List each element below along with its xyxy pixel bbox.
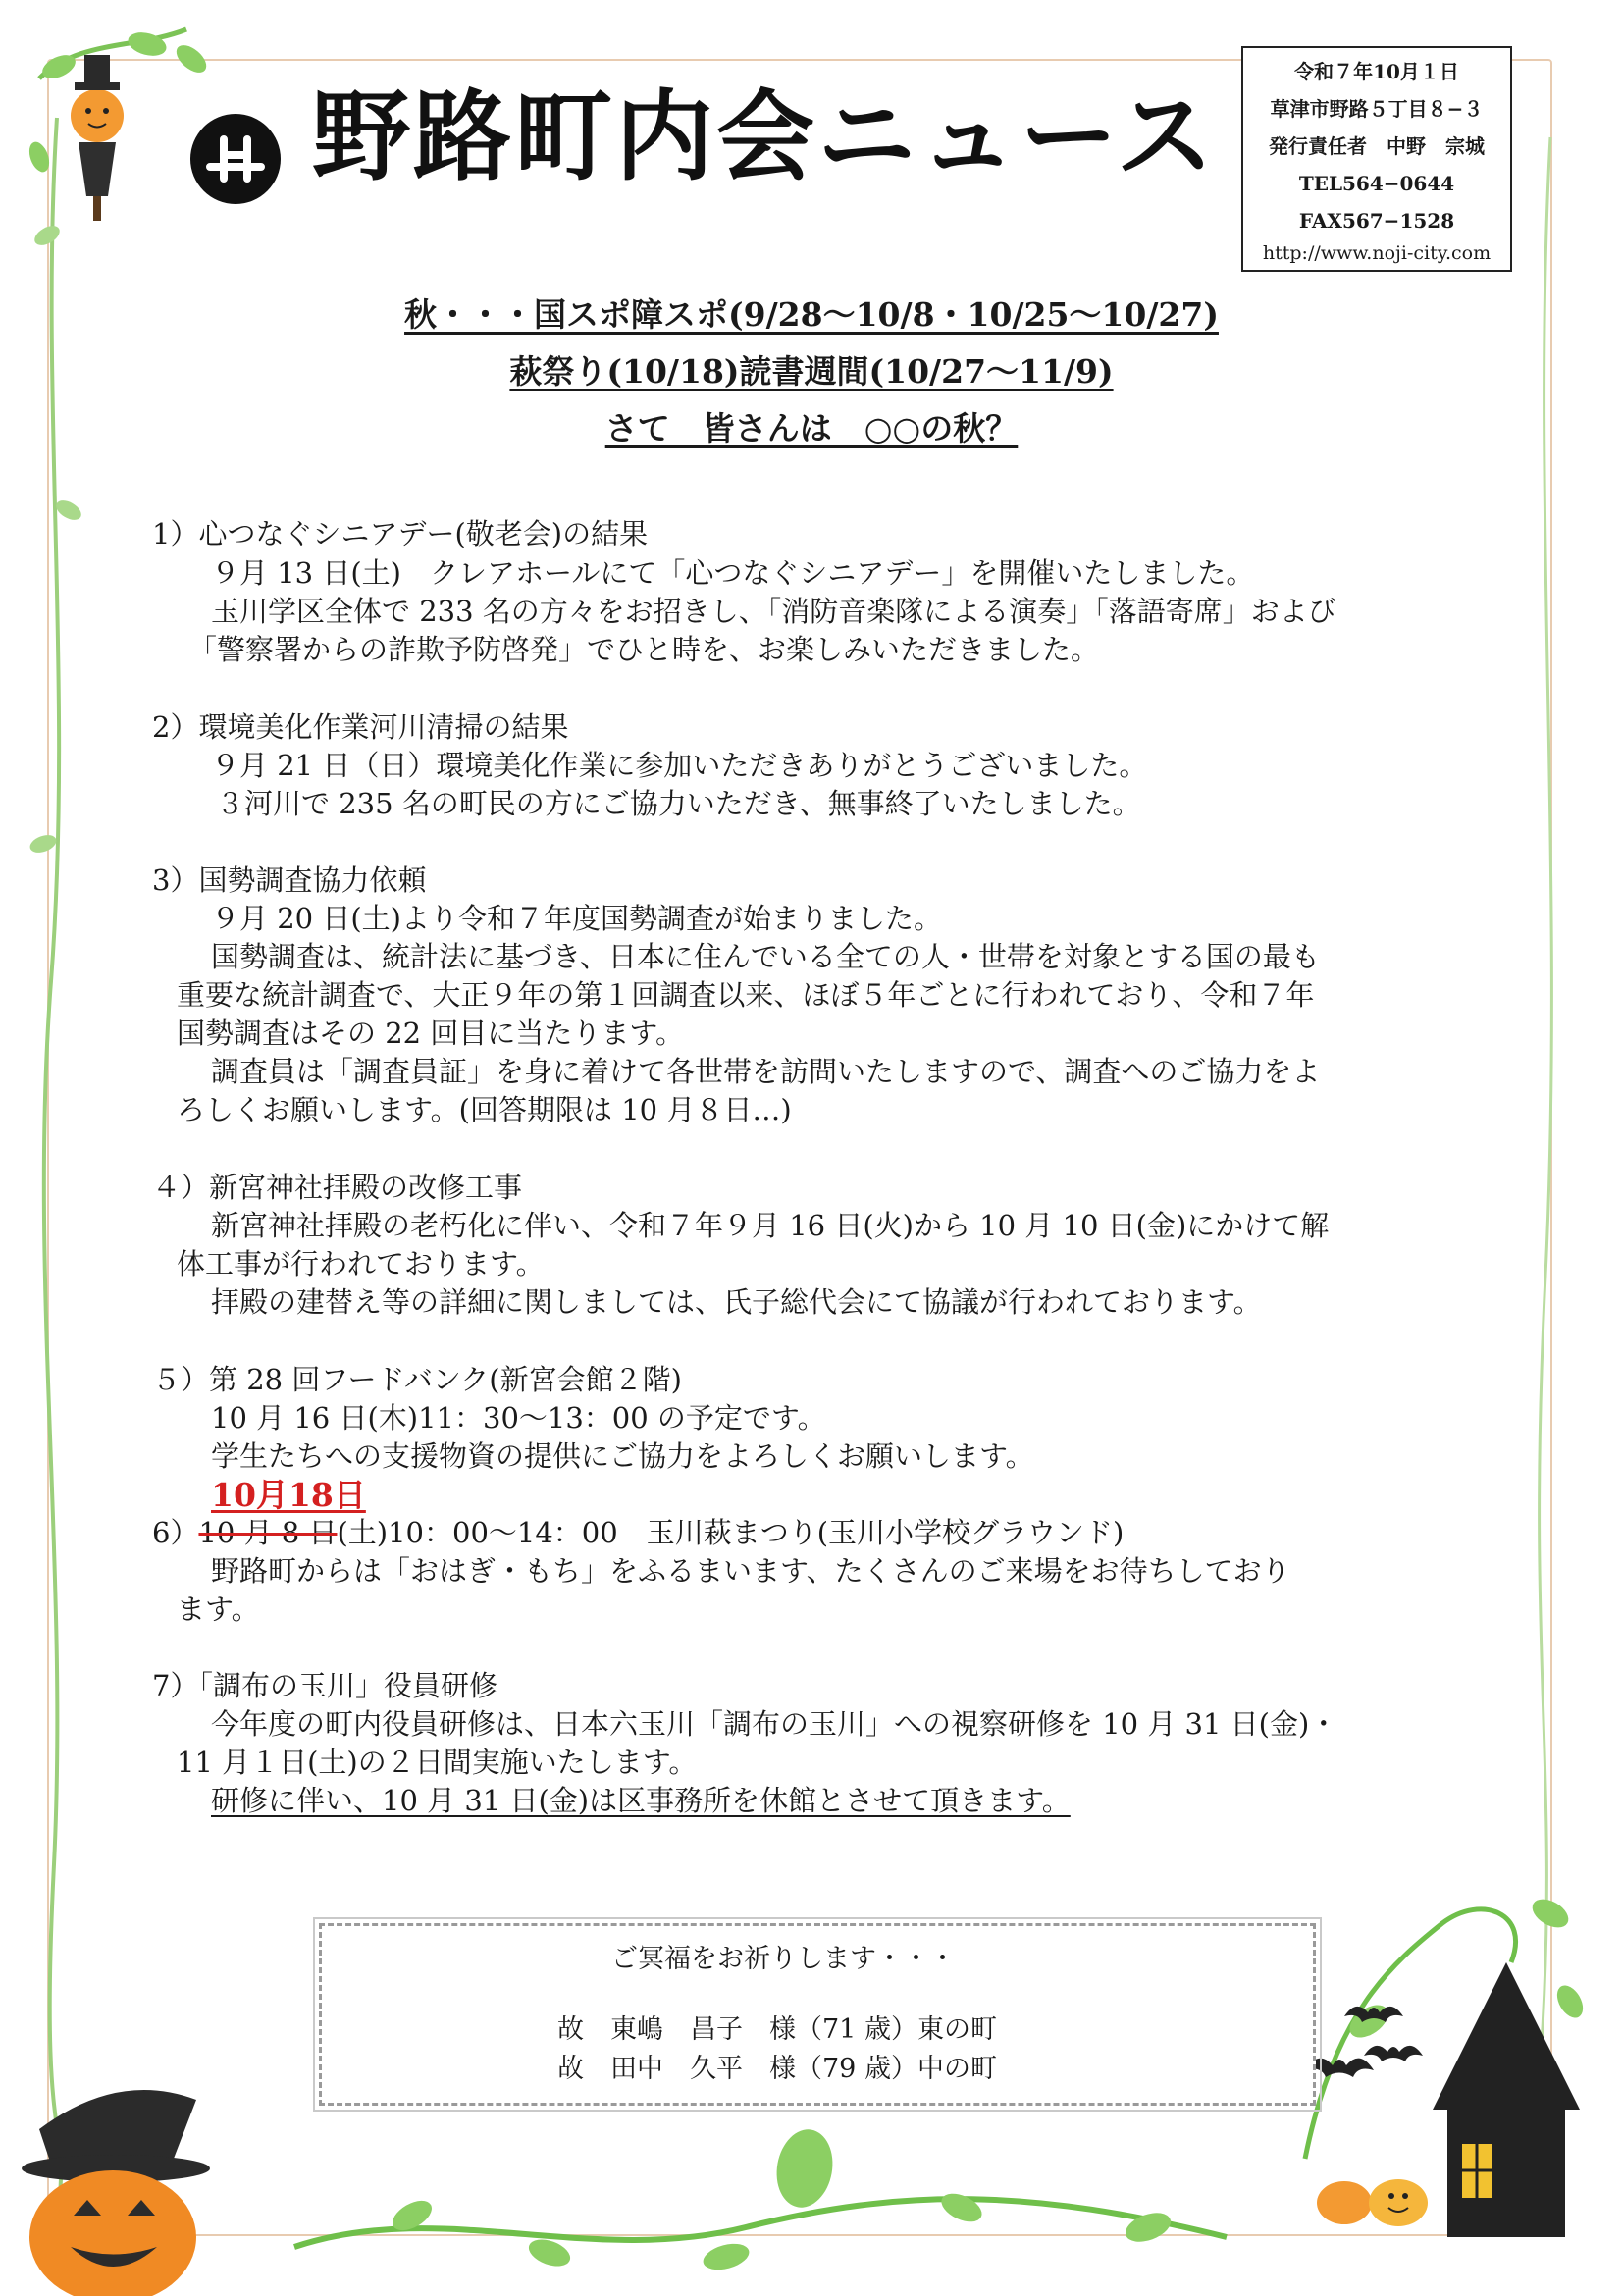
section-line: ９月 21 日（日）環境美化作業に参加いただきありがとうございました。	[211, 749, 1148, 782]
section-line: 研修に伴い、10 月 31 日(金)は区事務所を休館とさせて頂きます。	[211, 1784, 1071, 1817]
section-heading: 7）「調布の玉川」役員研修	[152, 1669, 497, 1702]
section-line: 「警察署からの詐欺予防啓発」でひと時を、お楽しみいただきました。	[188, 633, 1100, 666]
tel: TEL564−0644	[1298, 172, 1455, 195]
section-heading: ４）新宮神社拝殿の改修工事	[152, 1171, 523, 1204]
section-heading: ５）第 28 回フードバンク(新宮会館２階)	[152, 1363, 682, 1396]
condolence-entry: 故 田中 久平 様（79 歳）中の町	[557, 2054, 997, 2084]
section-line: 今年度の町内役員研修は、日本六玉川「調布の玉川」への視察研修を 10 月 31 日(金)・	[211, 1707, 1338, 1741]
condolence-box	[319, 1923, 1316, 2106]
section-line: 国勢調査はその 22 回目に当たります。	[177, 1017, 685, 1050]
section-line: 学生たちへの支援物資の提供にご協力をよろしくお願いします。	[211, 1439, 1034, 1473]
section-line: ３河川で 235 名の町民の方にご協力いただき、無事終了いたしました。	[216, 787, 1141, 820]
date-correction: 10月18日	[211, 1476, 366, 1514]
section-line: 国勢調査は、統計法に基づき、日本に住んでいる全ての人・世帯を対象とする国の最も	[211, 940, 1320, 973]
section-heading: 6）10 月 8 日(土)10：00〜14：00 玉川萩まつり(玉川小学校グラウンド)	[152, 1516, 1125, 1549]
section-line: 11 月１日(土)の２日間実施いたします。	[177, 1746, 698, 1779]
section-heading: 3）国勢調査協力依頼	[152, 863, 427, 897]
season-heading-1: 秋・・・国スポ障スポ(9/28〜10/8・10/25〜10/27)	[404, 295, 1219, 334]
newsletter-title: 野路町内会ニュース	[312, 79, 1217, 194]
section-line: ９月 13 日(土) クレアホールにて「心つなぐシニアデー」を開催いたしました。	[211, 556, 1255, 590]
section-line: 調査員は「調査員証」を身に着けて各世帯を訪問いたしますので、調査へのご協力をよ	[211, 1055, 1321, 1088]
condolence-entry: 故 東嶋 昌子 様（71 歳）東の町	[557, 2014, 997, 2045]
section-line: 10 月 16 日(木)11：30〜13：00 の予定です。	[211, 1401, 826, 1435]
section-heading: 2）環境美化作業河川清掃の結果	[152, 710, 569, 744]
season-heading-3: さて 皆さんは ○○の秋？	[604, 409, 1019, 447]
section-line: ます。	[177, 1592, 260, 1626]
section-line: ９月 20 日(土)より令和７年度国勢調査が始まりました。	[211, 902, 942, 935]
season-heading-2: 萩祭り(10/18)読書週間(10/27〜11/9)	[509, 352, 1114, 391]
section-line: 新宮神社拝殿の老朽化に伴い、令和７年９月 16 日(火)から 10 月 10 日(金)にかけて解	[211, 1209, 1330, 1242]
section-line: 体工事が行われております。	[177, 1247, 545, 1280]
section-line: 玉川学区全体で 233 名の方々をお招きし、「消防音楽隊による演奏」「落語寄席」および	[211, 595, 1336, 628]
section-line: 拝殿の建替え等の詳細に関しましては、氏子総代会にて協議が行われております。	[211, 1285, 1262, 1319]
section-heading: 1）心つなぐシニアデー(敬老会)の結果	[152, 517, 649, 550]
publisher: 発行責任者 中野 宗城	[1269, 134, 1485, 158]
section-line: ろしくお願いします。(回答期限は 10 月８日…)	[177, 1093, 792, 1126]
town-logo-icon	[186, 110, 285, 208]
website-url: http://www.noji-city.com	[1262, 242, 1492, 264]
section-line: 重要な統計調査で、大正９年の第１回調査以来、ほぼ５年ごとに行われており、令和７年	[177, 978, 1315, 1012]
publisher-info-box	[1241, 46, 1512, 272]
condolence-title: ご冥福をお祈りします・・・	[611, 1944, 956, 1974]
issue-date: 令和７年10月１日	[1294, 60, 1459, 83]
address: 草津市野路５丁目８−３	[1270, 97, 1484, 121]
fax: FAX567−1528	[1298, 209, 1455, 233]
struck-date: 10 月 8 日	[198, 1516, 338, 1549]
section-line: 野路町からは「おはぎ・もち」をふるまいます、たくさんのご来場をお待ちしており	[211, 1554, 1290, 1588]
